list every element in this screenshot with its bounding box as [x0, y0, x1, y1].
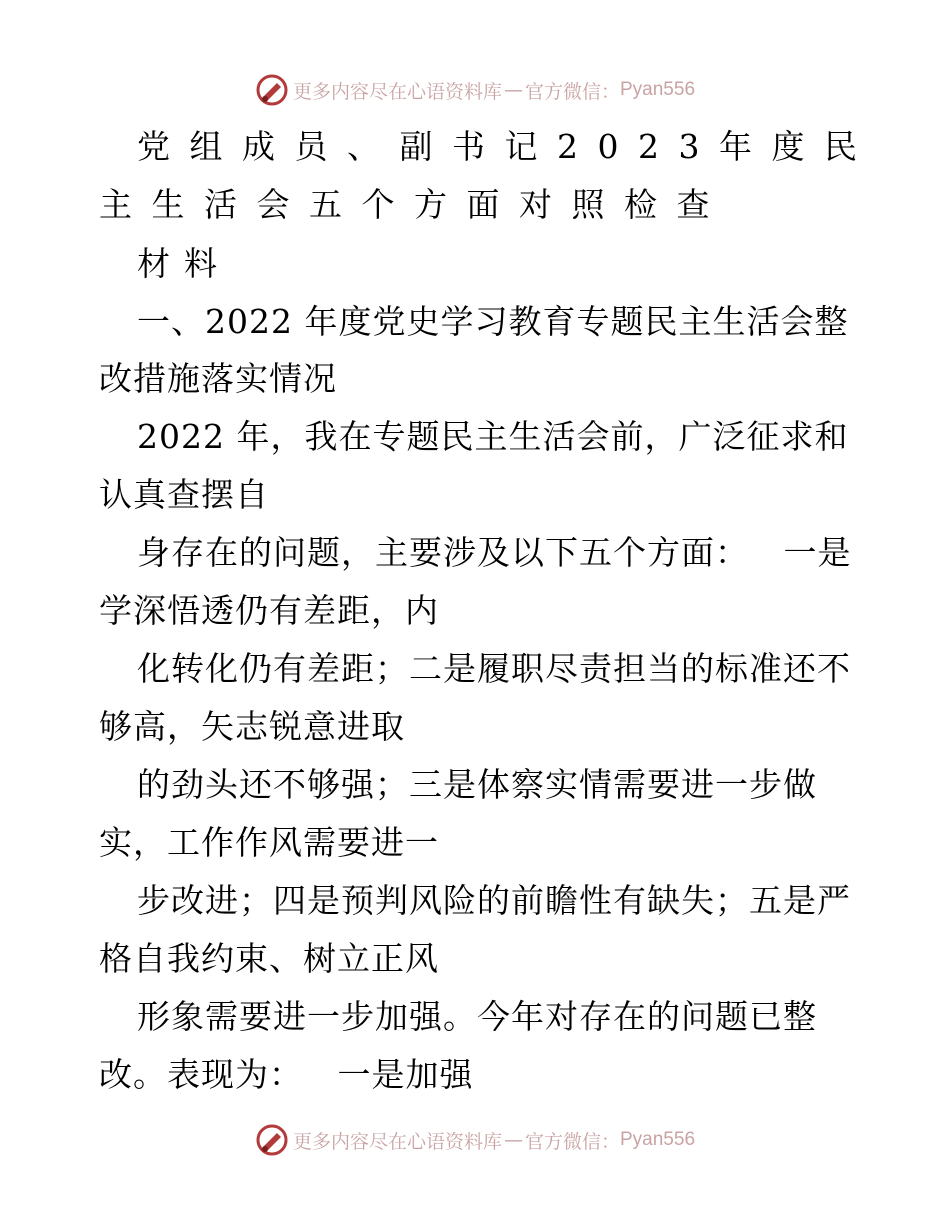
body-line: 步改进；四是预判风险的前瞻性有缺失；五是严 [137, 881, 851, 920]
title-line-2: 主生活会五个方面对照检查 [99, 185, 729, 224]
body-line: 身存在的问题，主要涉及以下五个方面： 一是 [137, 533, 852, 572]
watermark-official: 官方微信： [524, 1130, 620, 1153]
brush-logo-icon [255, 1123, 289, 1157]
header-watermark [0, 70, 950, 110]
footer-watermark [0, 1120, 950, 1160]
body-line: 一、2022 年度党史学习教育专题民主生活会整 [137, 302, 849, 341]
body-line: 够高，矢志锐意进取 [99, 707, 405, 746]
body-line: 认真查摆自 [99, 475, 269, 514]
brush-logo-icon [255, 73, 289, 107]
watermark-text: 更多内容尽在心语资料库 [292, 80, 502, 103]
body-line: 格自我约束、树立正风 [99, 939, 439, 978]
body-line: 的劲头还不够强；三是体察实情需要进一步做 [137, 765, 817, 804]
body-line: 实，工作作风需要进一 [99, 823, 439, 862]
body-line: 改。表现为： 一是加强 [99, 1055, 474, 1094]
title-line-1: 党组成员、副书记2023年度民 [137, 127, 877, 166]
watermark-separator: — [503, 1129, 523, 1151]
title-line-3: 材料 [137, 244, 231, 283]
body-line: 化转化仍有差距；二是履职尽责担当的标准还不 [137, 649, 851, 688]
watermark-account: Pyan556 [620, 79, 696, 100]
watermark-text: 更多内容尽在心语资料库 [292, 1130, 502, 1153]
watermark-separator: — [503, 79, 523, 101]
body-line: 学深悟透仍有差距，内 [99, 591, 439, 630]
body-line: 2022 年，我在专题民主生活会前，广泛征求和 [137, 417, 849, 456]
body-line: 形象需要进一步加强。今年对存在的问题已整 [137, 997, 817, 1036]
body-line: 改措施落实情况 [99, 359, 337, 398]
watermark-official: 官方微信： [524, 80, 620, 103]
watermark-account: Pyan556 [620, 1129, 696, 1150]
